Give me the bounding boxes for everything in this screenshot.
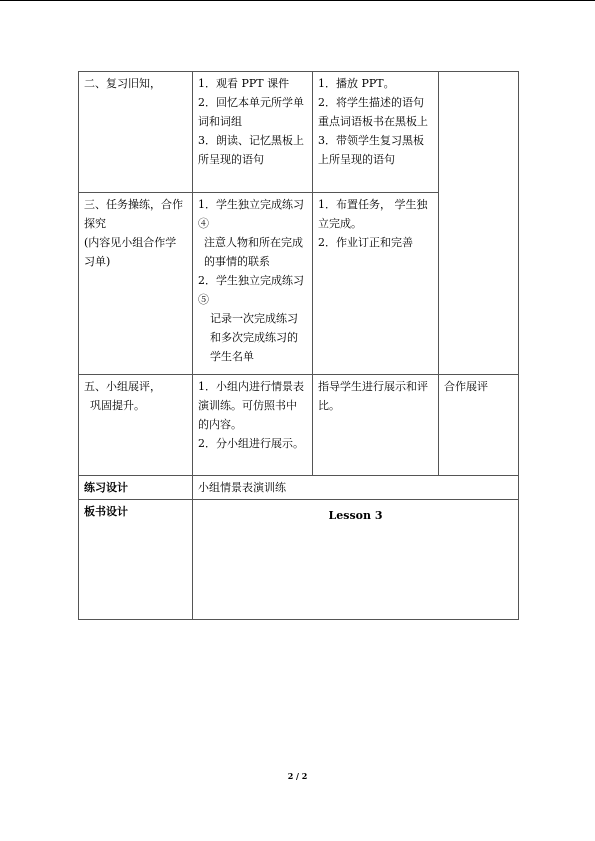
teacher-activity-item: 2．作业订正和完善 — [318, 236, 413, 249]
board-title: Lesson 3 — [193, 500, 519, 620]
board-label: 板书设计 — [79, 500, 193, 620]
student-activity-detail: 注意人物和所在完成的事情的联系 — [204, 236, 303, 268]
table-row-board — [79, 500, 519, 620]
note-cell — [439, 72, 519, 375]
teacher-activity-item: 3．带领学生复习黑板上所呈现的语句 — [318, 134, 424, 166]
student-activity-detail: 记录一次完成练习和多次完成练习的学生名单 — [210, 312, 298, 363]
table-row-showcase — [79, 375, 519, 476]
teacher-activity-cell — [313, 375, 439, 476]
table-row-review — [79, 72, 519, 193]
teacher-activity-cell — [313, 193, 439, 375]
practice-label: 练习设计 — [79, 476, 193, 500]
student-activity-item: 1．观看 PPT 课件 — [198, 77, 290, 90]
note-text: 合作展评 — [444, 380, 488, 393]
step-note: (内容见小组合作学习单) — [84, 236, 177, 268]
student-activity-cell — [193, 193, 313, 375]
teacher-activity-cell — [313, 72, 439, 193]
student-activity-cell — [193, 375, 313, 476]
student-activity-item: 1．小组内进行情景表演训练。可仿照书中的内容。 — [198, 380, 304, 431]
student-activity-item: 2．分小组进行展示。 — [198, 437, 304, 450]
practice-value: 小组情景表演训练 — [193, 476, 519, 500]
step-cell — [79, 193, 193, 375]
student-activity-item: 2．回忆本单元所学单词和词组 — [198, 96, 304, 128]
student-activity-item: 3．朗读、记忆黑板上所呈现的语句 — [198, 134, 304, 166]
lesson-plan-table — [78, 71, 519, 620]
student-activity-cell — [193, 72, 313, 193]
step-text: 五、小组展评， — [84, 380, 161, 393]
teacher-activity-item: 指导学生进行展示和评比。 — [318, 380, 428, 412]
teacher-activity-item: 1．布置任务， 学生独立完成。 — [318, 198, 428, 230]
header-rule — [0, 0, 595, 1]
table-row-practice — [79, 476, 519, 500]
step-text: 二、复习旧知， — [84, 77, 161, 90]
step-text: 巩固提升。 — [90, 399, 145, 412]
page-number: 2 / 2 — [287, 771, 308, 781]
step-cell — [79, 375, 193, 476]
note-cell — [439, 375, 519, 476]
teacher-activity-item: 2．将学生描述的语句重点词语板书在黑板上 — [318, 96, 428, 128]
teacher-activity-item: 1．播放 PPT。 — [318, 77, 395, 90]
step-cell — [79, 72, 193, 193]
student-activity-item: 1．学生独立完成练习 ④ — [198, 198, 304, 230]
step-text: 三、任务操练，合作探究 — [84, 198, 183, 230]
student-activity-item: 2．学生独立完成练习⑤ — [198, 274, 304, 306]
